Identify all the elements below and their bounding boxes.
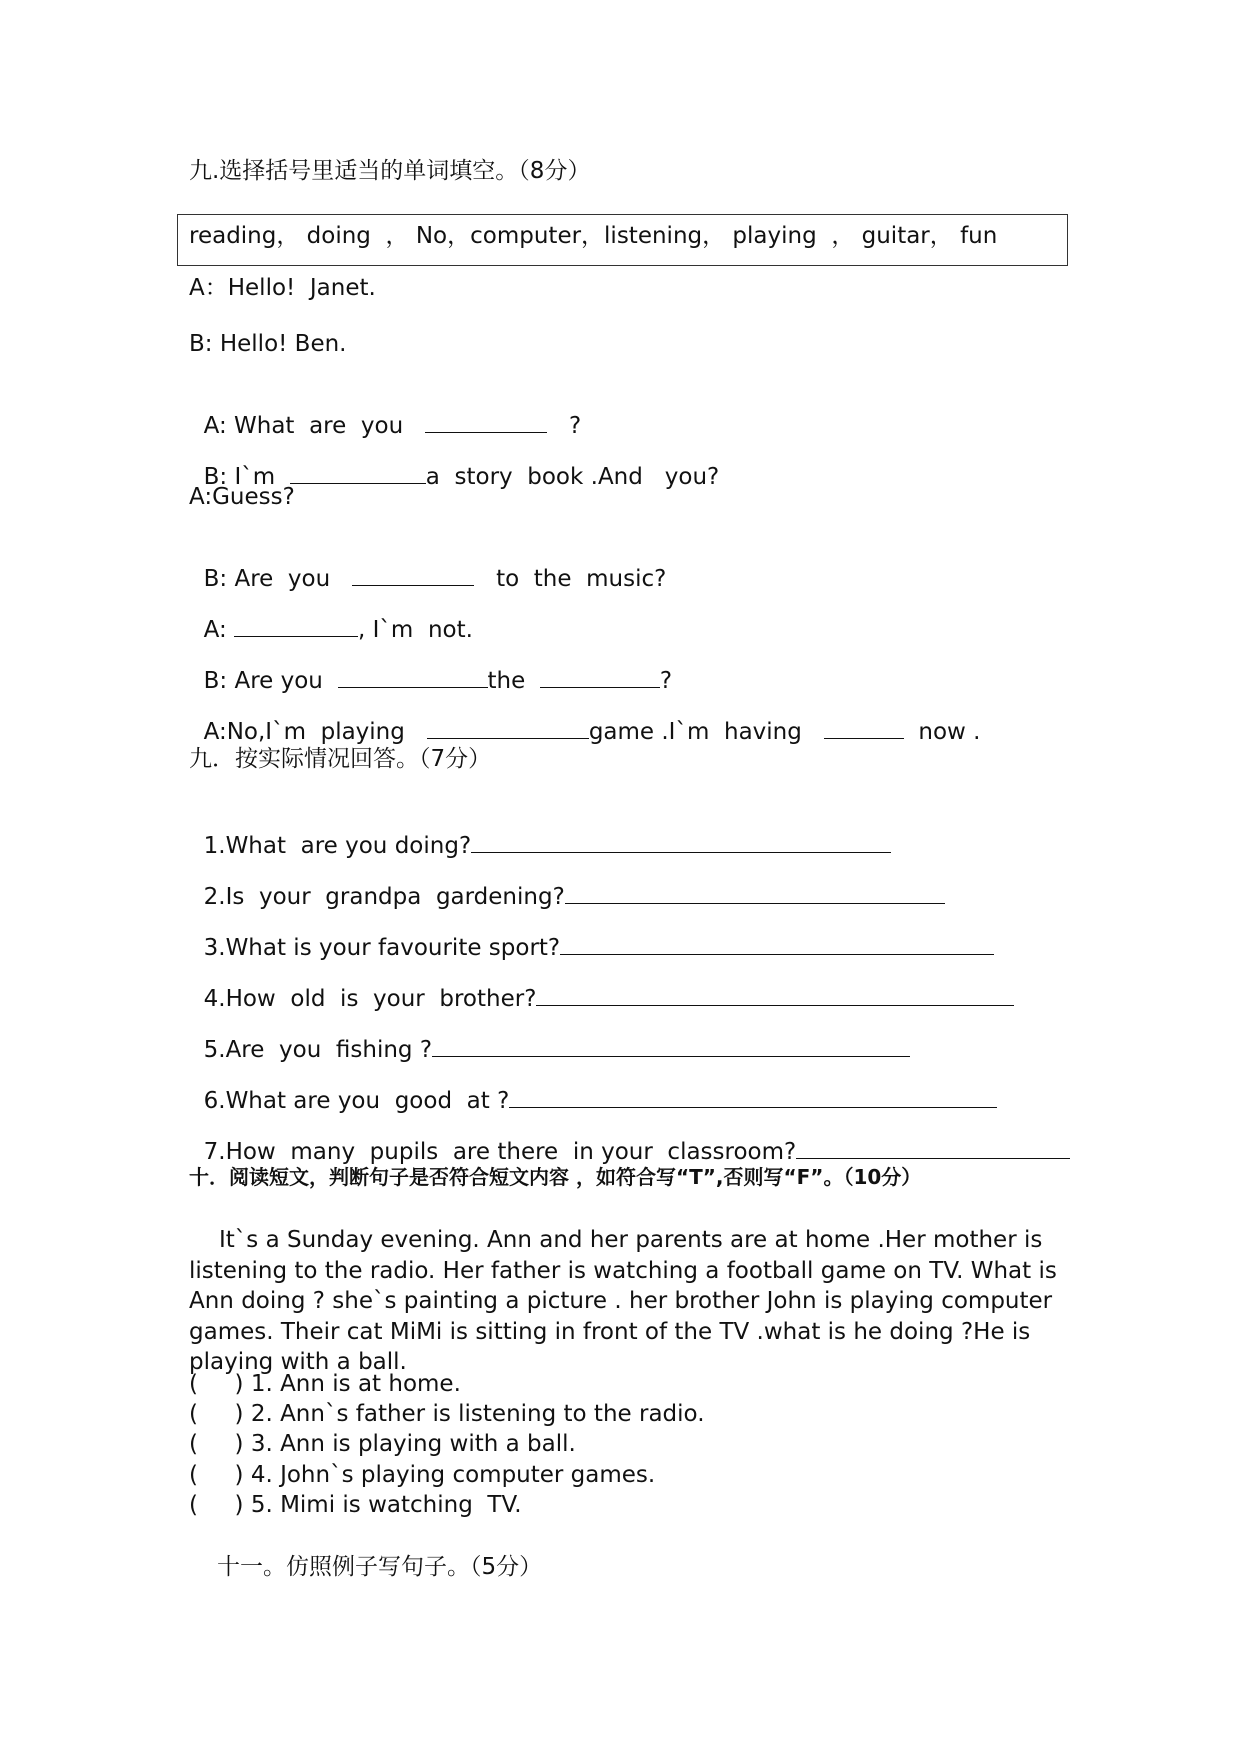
dialogue-text: A:No,I`m playing — [203, 719, 405, 745]
section-9b-title: 九．按实际情况回答。（7分） — [189, 746, 492, 772]
fill-blank[interactable] — [290, 461, 426, 484]
passage-text: It`s a Sunday evening. Ann and her parents are at home .Her mother is listening to the radio. Her father is watching a football game on TV. What is Ann doing ? she`s painting a picture . her brother John is playing computer games. Their cat MiMi is sitting in front of the TV .what is he doing ?He is playing with a ball. — [189, 1227, 1057, 1375]
question-text: 3.What is your favourite sport? — [203, 935, 561, 961]
answer-blank[interactable] — [796, 1136, 1070, 1159]
question-text: 1.What are you doing? — [203, 833, 472, 859]
tf-item-4[interactable]: ( ) 4. John`s playing computer games. — [189, 1462, 656, 1488]
answer-blank[interactable] — [432, 1034, 910, 1057]
question-7 — [189, 1106, 1070, 1167]
fill-blank[interactable] — [352, 563, 474, 586]
question-text: 4.How old is your brother? — [203, 986, 537, 1012]
fill-blank[interactable] — [540, 665, 660, 688]
dialogue-text: to the music? — [496, 566, 667, 592]
dialogue-text: A: What are you — [203, 413, 404, 439]
dialogue-line-1: A：Hello! Janet. — [189, 275, 376, 301]
answer-blank[interactable] — [560, 932, 994, 955]
dialogue-text: B: Are you — [203, 668, 323, 694]
dialogue-line-9 — [189, 686, 981, 747]
answer-blank[interactable] — [565, 881, 945, 904]
fill-blank[interactable] — [427, 716, 589, 739]
question-text: 5.Are you fishing ? — [203, 1037, 433, 1063]
question-text: 2.Is your grandpa gardening? — [203, 884, 565, 910]
dialogue-text: ? — [659, 668, 673, 694]
dialogue-text: B: I`m — [203, 464, 276, 490]
dialogue-text: ? — [569, 413, 582, 439]
dialogue-text: game .I`m having — [588, 719, 802, 745]
section-10-title: 十．阅读短文，判断句子是否符合短文内容 ，如符合写“T”,否则写“F”。（10分） — [189, 1165, 922, 1189]
fill-blank[interactable] — [234, 614, 358, 637]
dialogue-line-5: A:Guess? — [189, 484, 295, 510]
reading-passage — [189, 1225, 1069, 1378]
question-text: 6.What are you good at ? — [203, 1088, 510, 1114]
word-bank: reading， doing ， No，computer，listening， playing ， guitar， fun — [189, 223, 998, 249]
dialogue-text: , I`m not. — [358, 617, 473, 643]
dialogue-text: a story book .And you? — [425, 464, 720, 490]
dialogue-text: B: Are you — [203, 566, 331, 592]
tf-item-5[interactable]: ( ) 5. Mimi is watching TV. — [189, 1492, 522, 1518]
tf-item-1[interactable]: ( ) 1. Ann is at home. — [189, 1371, 461, 1397]
question-text: 7.How many pupils are there in your classroom? — [203, 1139, 797, 1165]
tf-item-2[interactable]: ( ) 2. Ann`s father is listening to the radio. — [189, 1401, 705, 1427]
word-bank-box — [177, 214, 1068, 266]
fill-blank[interactable] — [824, 716, 904, 739]
answer-blank[interactable] — [536, 983, 1014, 1006]
section-9a-title: 九.选择括号里适当的单词填空。（8分） — [189, 158, 591, 184]
dialogue-text: now . — [918, 719, 981, 745]
answer-blank[interactable] — [509, 1085, 997, 1108]
section-11-title: 十一。仿照例子写句子。（5分） — [217, 1554, 543, 1580]
tf-item-3[interactable]: ( ) 3. Ann is playing with a ball. — [189, 1431, 576, 1457]
dialogue-line-2: B: Hello! Ben. — [189, 331, 347, 357]
dialogue-text: the — [487, 668, 526, 694]
dialogue-text: A: — [203, 617, 227, 643]
answer-blank[interactable] — [471, 830, 891, 853]
fill-blank[interactable] — [425, 410, 547, 433]
fill-blank[interactable] — [338, 665, 488, 688]
